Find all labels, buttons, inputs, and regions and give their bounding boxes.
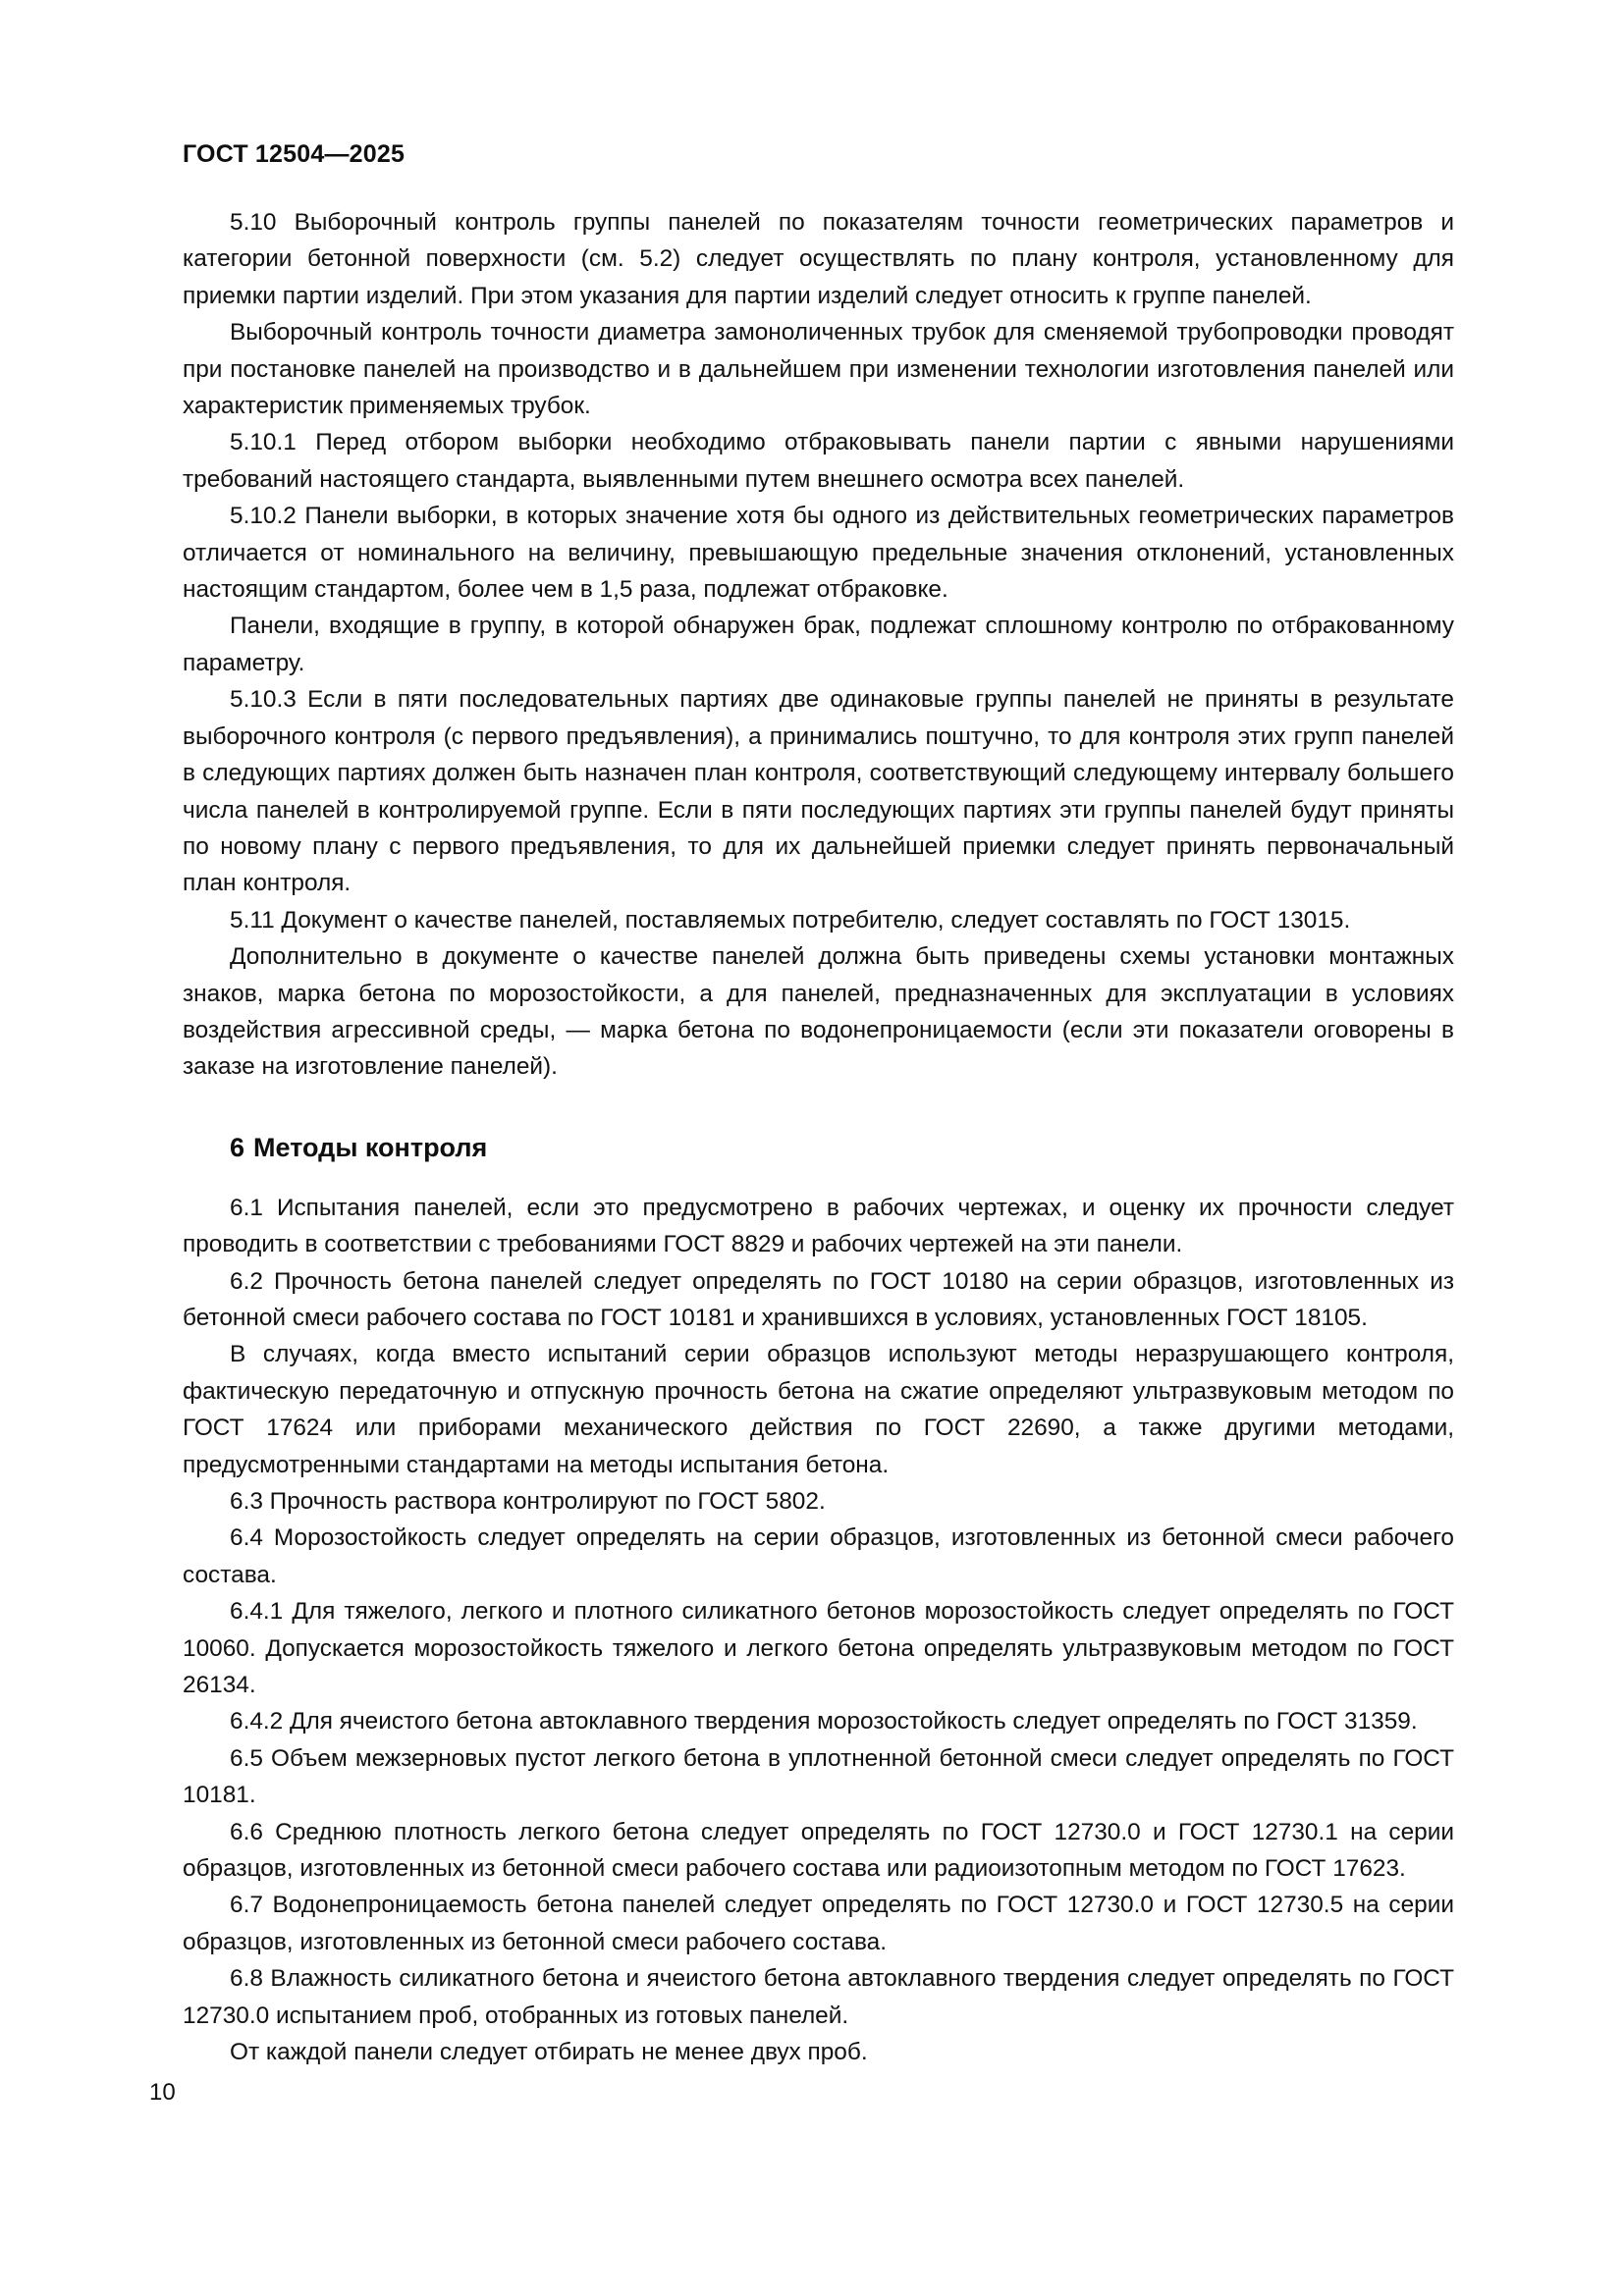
paragraph-6-4: 6.4 Морозостойкость следует определять на серии образцов, изготовленных из бетонной смеси рабочего состава.: [183, 1524, 1454, 1588]
paragraph-6-3: 6.3 Прочность раствора контролируют по ГОСТ 5802.: [230, 1488, 826, 1515]
section-title: Методы контроля: [253, 1132, 488, 1162]
paragraph-6-1: 6.1 Испытания панелей, если это предусмотрено в рабочих чертежах, и оценку их прочности следует проводить в соответствии с требованиями ГОСТ 8829 и рабочих чертежей на эти панели.: [183, 1194, 1454, 1258]
paragraph-5-11: 5.11 Документ о качестве панелей, поставляемых потребителю, следует составлять по ГОСТ 13015.: [230, 906, 1351, 934]
paragraph-6-2-note: В случаях, когда вместо испытаний серии образцов используют методы неразрушающего контроля, фактическую передаточную и отпускную прочность бетона на сжатие определяют ультразвуковым методом по ГОСТ 17624 или приборами механического действия по ГОСТ 22690, а также другими методами, предусмотренными стандартами на методы испытания бетона.: [183, 1341, 1454, 1478]
paragraph-5-10-2-note: Панели, входящие в группу, в которой обнаружен брак, подлежат сплошному контролю по отбракованному параметру.: [183, 613, 1454, 676]
page-number: 10: [149, 2079, 176, 2106]
paragraph-5-10-2: 5.10.2 Панели выборки, в которых значение хотя бы одного из действительных геометрических параметров отличается от номинального на величину, превышающую предельные значения отклонений, установленных настоящим стандартом, более чем в 1,5 раза, подлежат отбраковке.: [183, 503, 1454, 604]
paragraph-6-6: 6.6 Среднюю плотность легкого бетона следует определять по ГОСТ 12730.0 и ГОСТ 12730.1 на серии образцов, изготовленных из бетонной смеси рабочего состава или радиоизотопным методом по ГОСТ 17623.: [183, 1818, 1454, 1883]
paragraph-6-8: 6.8 Влажность силикатного бетона и ячеистого бетона автоклавного твердения следует определять по ГОСТ 12730.0 испытанием проб, отобранных из готовых панелей.: [183, 1965, 1454, 2029]
paragraph-5-11-note: Дополнительно в документе о качестве панелей должна быть приведены схемы установки монтажных знаков, марка бетона по морозостойкости, а для панелей, предназначенных для эксплуатации в условиях воздействия агрессивной среды, — марка бетона по водонепроницаемости (если эти показатели оговорены в заказе на изготовление панелей).: [183, 943, 1454, 1081]
paragraph-6-8-note: От каждой панели следует отбирать не менее двух проб.: [230, 2039, 868, 2066]
paragraph-5-10: 5.10 Выборочный контроль группы панелей по показателям точности геометрических параметров и категории бетонной поверхности (см. 5.2) следует осуществлять по плану контроля, установленному для приемки партии изделий. При этом указания для партии изделий следует относить к группе панелей.: [183, 209, 1454, 309]
paragraph-6-7: 6.7 Водонепроницаемость бетона панелей следует определять по ГОСТ 12730.0 и ГОСТ 12730.5 на серии образцов, изготовленных из бетонной смеси рабочего состава.: [183, 1892, 1454, 1955]
page-body: [183, 204, 1454, 2071]
section-heading-6: [183, 1086, 1454, 1190]
paragraph-6-5: 6.5 Объем межзерновых пустот легкого бетона в уплотненной бетонной смеси следует определять по ГОСТ 10181.: [183, 1744, 1454, 1809]
paragraph-6-2: 6.2 Прочность бетона панелей следует определять по ГОСТ 10180 на серии образцов, изготовленных из бетонной смеси рабочего состава по ГОСТ 10181 и хранившихся в условиях, установленных ГОСТ 18105.: [183, 1267, 1454, 1331]
paragraph-5-10-1: 5.10.1 Перед отбором выборки необходимо отбраковывать панели партии с явными нарушениями требований настоящего стандарта, выявленными путем внешнего осмотра всех панелей.: [183, 429, 1454, 493]
paragraph-6-4-2: 6.4.2 Для ячеистого бетона автоклавного твердения морозостойкость следует определять по ГОСТ 31359.: [230, 1708, 1418, 1735]
paragraph-5-10-3: 5.10.3 Если в пяти последовательных партиях две одинаковые группы панелей не приняты в результате выборочного контроля (с первого предъявления), а принимались поштучно, то для контроля этих групп панелей в следующих партиях должен быть назначен план контроля, соответствующий следующему интервалу большего числа панелей в контролируемой группе. Если в пяти последующих партиях эти группы панелей будут приняты по новому плану с первого предъявления, то для их дальнейшей приемки следует принять первоначальный план контроля.: [183, 686, 1454, 897]
paragraph-6-4-1: 6.4.1 Для тяжелого, легкого и плотного силикатного бетонов морозостойкость следует определять по ГОСТ 10060. Допускается морозостойкость тяжелого и легкого бетона определять ультразвуковым методом по ГОСТ 26134.: [183, 1598, 1454, 1699]
section-number: 6: [230, 1132, 245, 1162]
paragraph-5-10-note: Выборочный контроль точности диаметра замоноличенных трубок для сменяемой трубопроводки проводят при постановке панелей на производство и в дальнейшем при изменении технологии изготовления панелей или характеристик применяемых трубок.: [183, 319, 1454, 420]
running-head: ГОСТ 12504—2025: [183, 140, 406, 168]
